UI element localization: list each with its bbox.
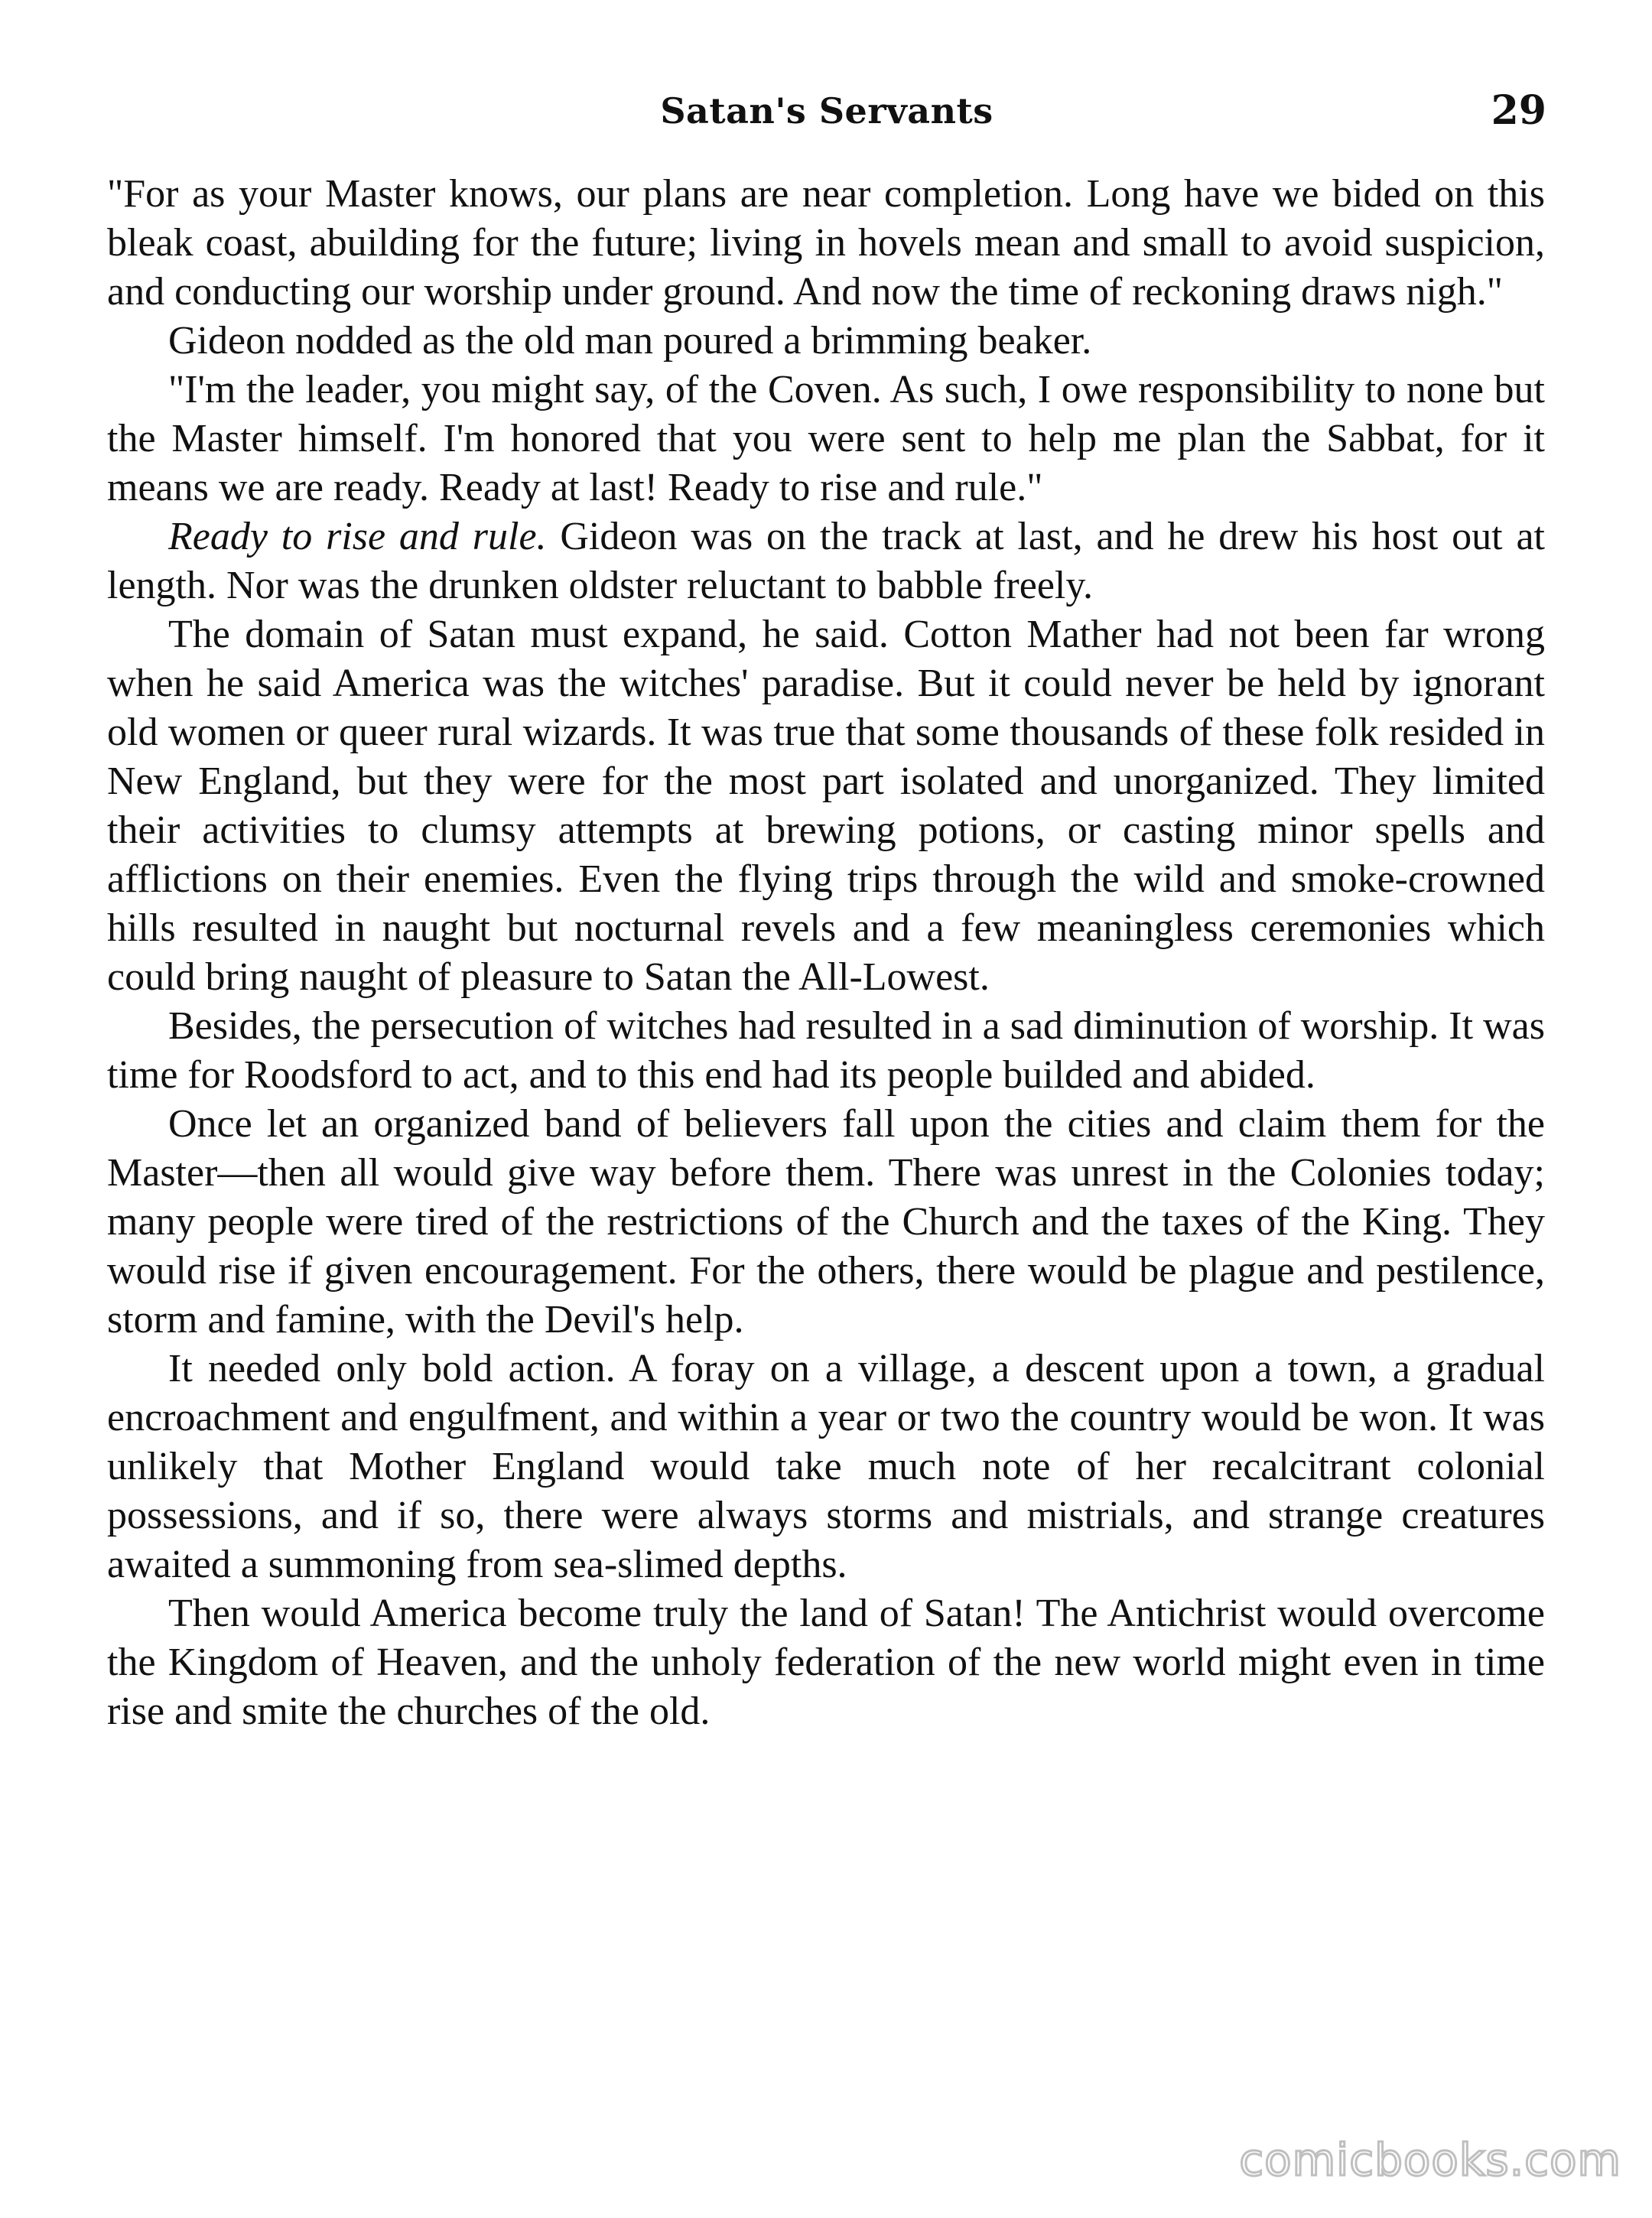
page-number: 29 <box>1491 87 1546 134</box>
paragraph: "I'm the leader, you might say, of the Coven. As such, I owe responsibility to none but the Master himself. I'm honored that you were sent to help me plan the Sabbat, for it means we are ready. Ready at last! Ready to rise and rule." <box>107 368 1545 509</box>
paragraph: "For as your Master knows, our plans are near completion. Long have we bided on this bleak coast, abuilding for the future; living in hovels mean and small to avoid suspicion, and conducting our worship under ground. And now the time of reckoning draws nigh." <box>107 172 1545 314</box>
paragraph: It needed only bold action. A foray on a village, a descent upon a town, a gradual encroachment and engulfment, and within a year or two the country would be won. It was unlikely that Mother England would take much note of her recalcitrant colonial possessions, and if so, there were always storms and mistrials, and strange creatures awaited a summoning from sea-slimed depths. <box>107 1347 1545 1586</box>
paragraph <box>107 512 1545 610</box>
paragraph: Gideon nodded as the old man poured a brimming beaker. <box>168 319 1092 363</box>
italic-phrase: Ready to rise and rule. <box>168 515 547 558</box>
paragraph: Besides, the persecution of witches had resulted in a sad diminution of worship. It was time for Roodsford to act, and to this end had its people builded and abided. <box>107 1004 1545 1097</box>
watermark: comicbooks.com <box>1239 2134 1621 2186</box>
paragraph: Then would America become truly the land of Satan! The Antichrist would overcome the Kingdom of Heaven, and the unholy federation of the new world might even in time rise and smite the churches of the old. <box>107 1592 1545 1733</box>
paragraph: Once let an organized band of believers fall upon the cities and claim them for the Master—then all would give way before them. There was unrest in the Colonies today; many people were tired of the restrictions of the Church and the taxes of the King. They would rise if given encouragement. For the others, there would be plague and pestilence, storm and famine, with the Devil's help. <box>107 1102 1545 1342</box>
paragraph-rest: Gideon was on the track at last, and he drew his host out at length. Nor was the drunken oldster reluctant to babble freely. <box>107 515 1545 607</box>
body-text <box>107 170 1545 1736</box>
running-title: Satan's Servants <box>660 90 993 132</box>
paragraph: The domain of Satan must expand, he said. Cotton Mather had not been far wrong when he said America was the witches' paradise. But it could never be held by ignorant old women or queer rural wizards. It was true that some thousands of these folk resided in New England, but they were for the most part isolated and unorganized. They limited their activities to clumsy attempts at brewing potions, or casting minor spells and afflictions on their enemies. Even the flying trips through the wild and smoke-crowned hills resulted in naught but nocturnal revels and a few meaningless ceremonies which could bring naught of pleasure to Satan the All-Lowest. <box>107 613 1545 999</box>
running-header <box>107 87 1546 159</box>
